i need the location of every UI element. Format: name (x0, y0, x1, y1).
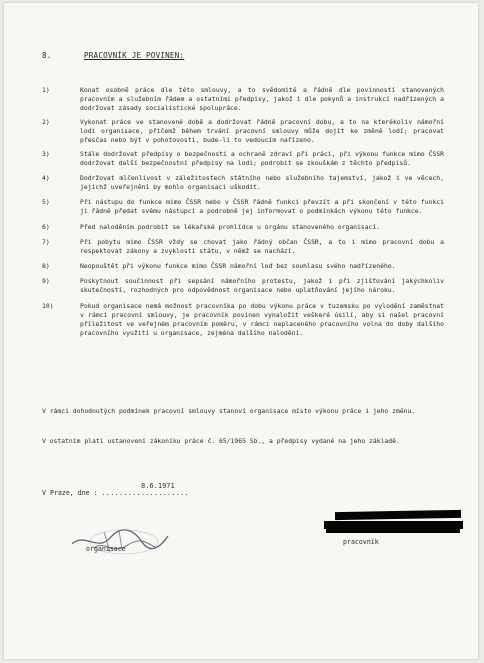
handwritten-date: 8.6.1971 (141, 482, 175, 490)
item-text: Pokud organisace nemá možnost pracovníka po dobu výkonu práce v tuzemsku po vylodění zaměstnat v rámci pracovní smlouvy, je pracovník povinen vynaložit veškeré úsilí, aby si našel pracovní příležitost ve veřejném pracovním poměru, v rámci neplaceného pracovního volna do doby dalšího pracovního využití u organisace, zejména dalšího nalodění. (80, 302, 444, 337)
paragraph-legal-reference: V ostatním platí ustanovení zákoníku práce č. 65/1965 Sb., a předpisy vydané na jeho základě. (42, 437, 400, 445)
obligations-list (42, 86, 444, 338)
item-number: 10) (42, 302, 54, 310)
date-line (42, 489, 189, 497)
item-text: Vykonat práce ve stanovené době a dodržovat řádně pracovní dobu, a to na kterékoliv námořní lodi organisace, přičemž během trvání pracovní smlouvy může dojít ke změně lodí; pracovat přesčas nebo být v pohotovosti, bude-li to vedoucím nařízeno. (80, 118, 444, 144)
item-number: 1) (42, 86, 50, 94)
list-item (42, 86, 444, 113)
list-item (42, 174, 444, 192)
list-item (42, 277, 444, 295)
item-number: 2) (42, 118, 50, 126)
item-text: Dodržovat mlčenlivost v záležitostech státního nebo služebního tajemství, jakož i ve věcech, jejichž uveřejnění by mohlo organisaci uškodit. (80, 174, 444, 191)
item-number: 4) (42, 174, 50, 182)
item-text: Neopouštět při výkonu funkce mimo ČSSR námořní loď bez souhlasu svého nadřízeného. (80, 262, 396, 270)
list-item (42, 118, 444, 145)
organisation-signature-stamp (64, 518, 174, 563)
signature-label-organisation: organisace (86, 545, 126, 553)
section-number: 8. (42, 51, 52, 60)
item-number: 5) (42, 198, 50, 206)
item-number: 8) (42, 262, 50, 270)
item-text: Stále dodržovat předpisy o bezpečnosti a ochraně zdraví při práci, při výkonu funkce mimo ČSSR dodržovat další bezpečnostní předpisy na lodi; podrobit se zkouškám z těchto předpisů. (80, 150, 444, 167)
list-item (42, 262, 444, 271)
item-text: Poskytnout součinnost při sepsání námořního protestu, jakož i při zjišťování jakýchkoliv skutečností, rozhodných pro odpovědnost organisace nebo uplatňování jejího nároku. (80, 277, 444, 294)
document-page (4, 3, 478, 659)
item-text: Při nástupu do funkce mimo ČSSR nebo v ČSSR řádně funkci převzít a při skončení v této funkci ji řádně předat svému nástupci a podrobně jej informovat o podmínkách výkonu této funkce. (80, 198, 444, 215)
list-item (42, 198, 444, 216)
redaction-bar (335, 510, 461, 520)
item-text: Při pobytu mimo ČSSR vždy se chovat jako řádný občan ČSSR, a to i mimo pracovní dobu a respektovat zákony a zvyklosti státu, v němž se nachází. (80, 238, 444, 255)
item-text: Konat osobně práce dle této smlouvy, a to svědomitě a řádně dle povinností stanovených pracovním a služebním řádem a ostatními předpisy, jakož i dle pokynů a instrukcí nadřízených a dodržovat zásady socialistické spolupráce. (80, 86, 444, 112)
item-number: 7) (42, 238, 50, 246)
list-item (42, 150, 444, 168)
date-dots: .................... (101, 489, 189, 497)
list-item (42, 302, 444, 338)
item-text: Před naloděním podrobit se lékařské prohlídce u orgánu stanoveného organisací. (80, 223, 381, 231)
item-number: 9) (42, 277, 50, 285)
item-number: 3) (42, 150, 50, 158)
section-heading (42, 51, 184, 60)
date-label: V Praze, dne : (42, 489, 98, 497)
section-title: PRACOVNÍK JE POVINEN: (84, 51, 185, 60)
item-number: 6) (42, 223, 50, 231)
paragraph-workplace: V rámci dohodnutých podmínek pracovní smlouvy stanoví organisace místo výkonu práce i jeho změnu. (42, 407, 416, 415)
signature-label-worker: pracovník (343, 538, 379, 546)
list-item (42, 238, 444, 256)
list-item (42, 223, 444, 232)
redaction-bar (326, 527, 460, 533)
